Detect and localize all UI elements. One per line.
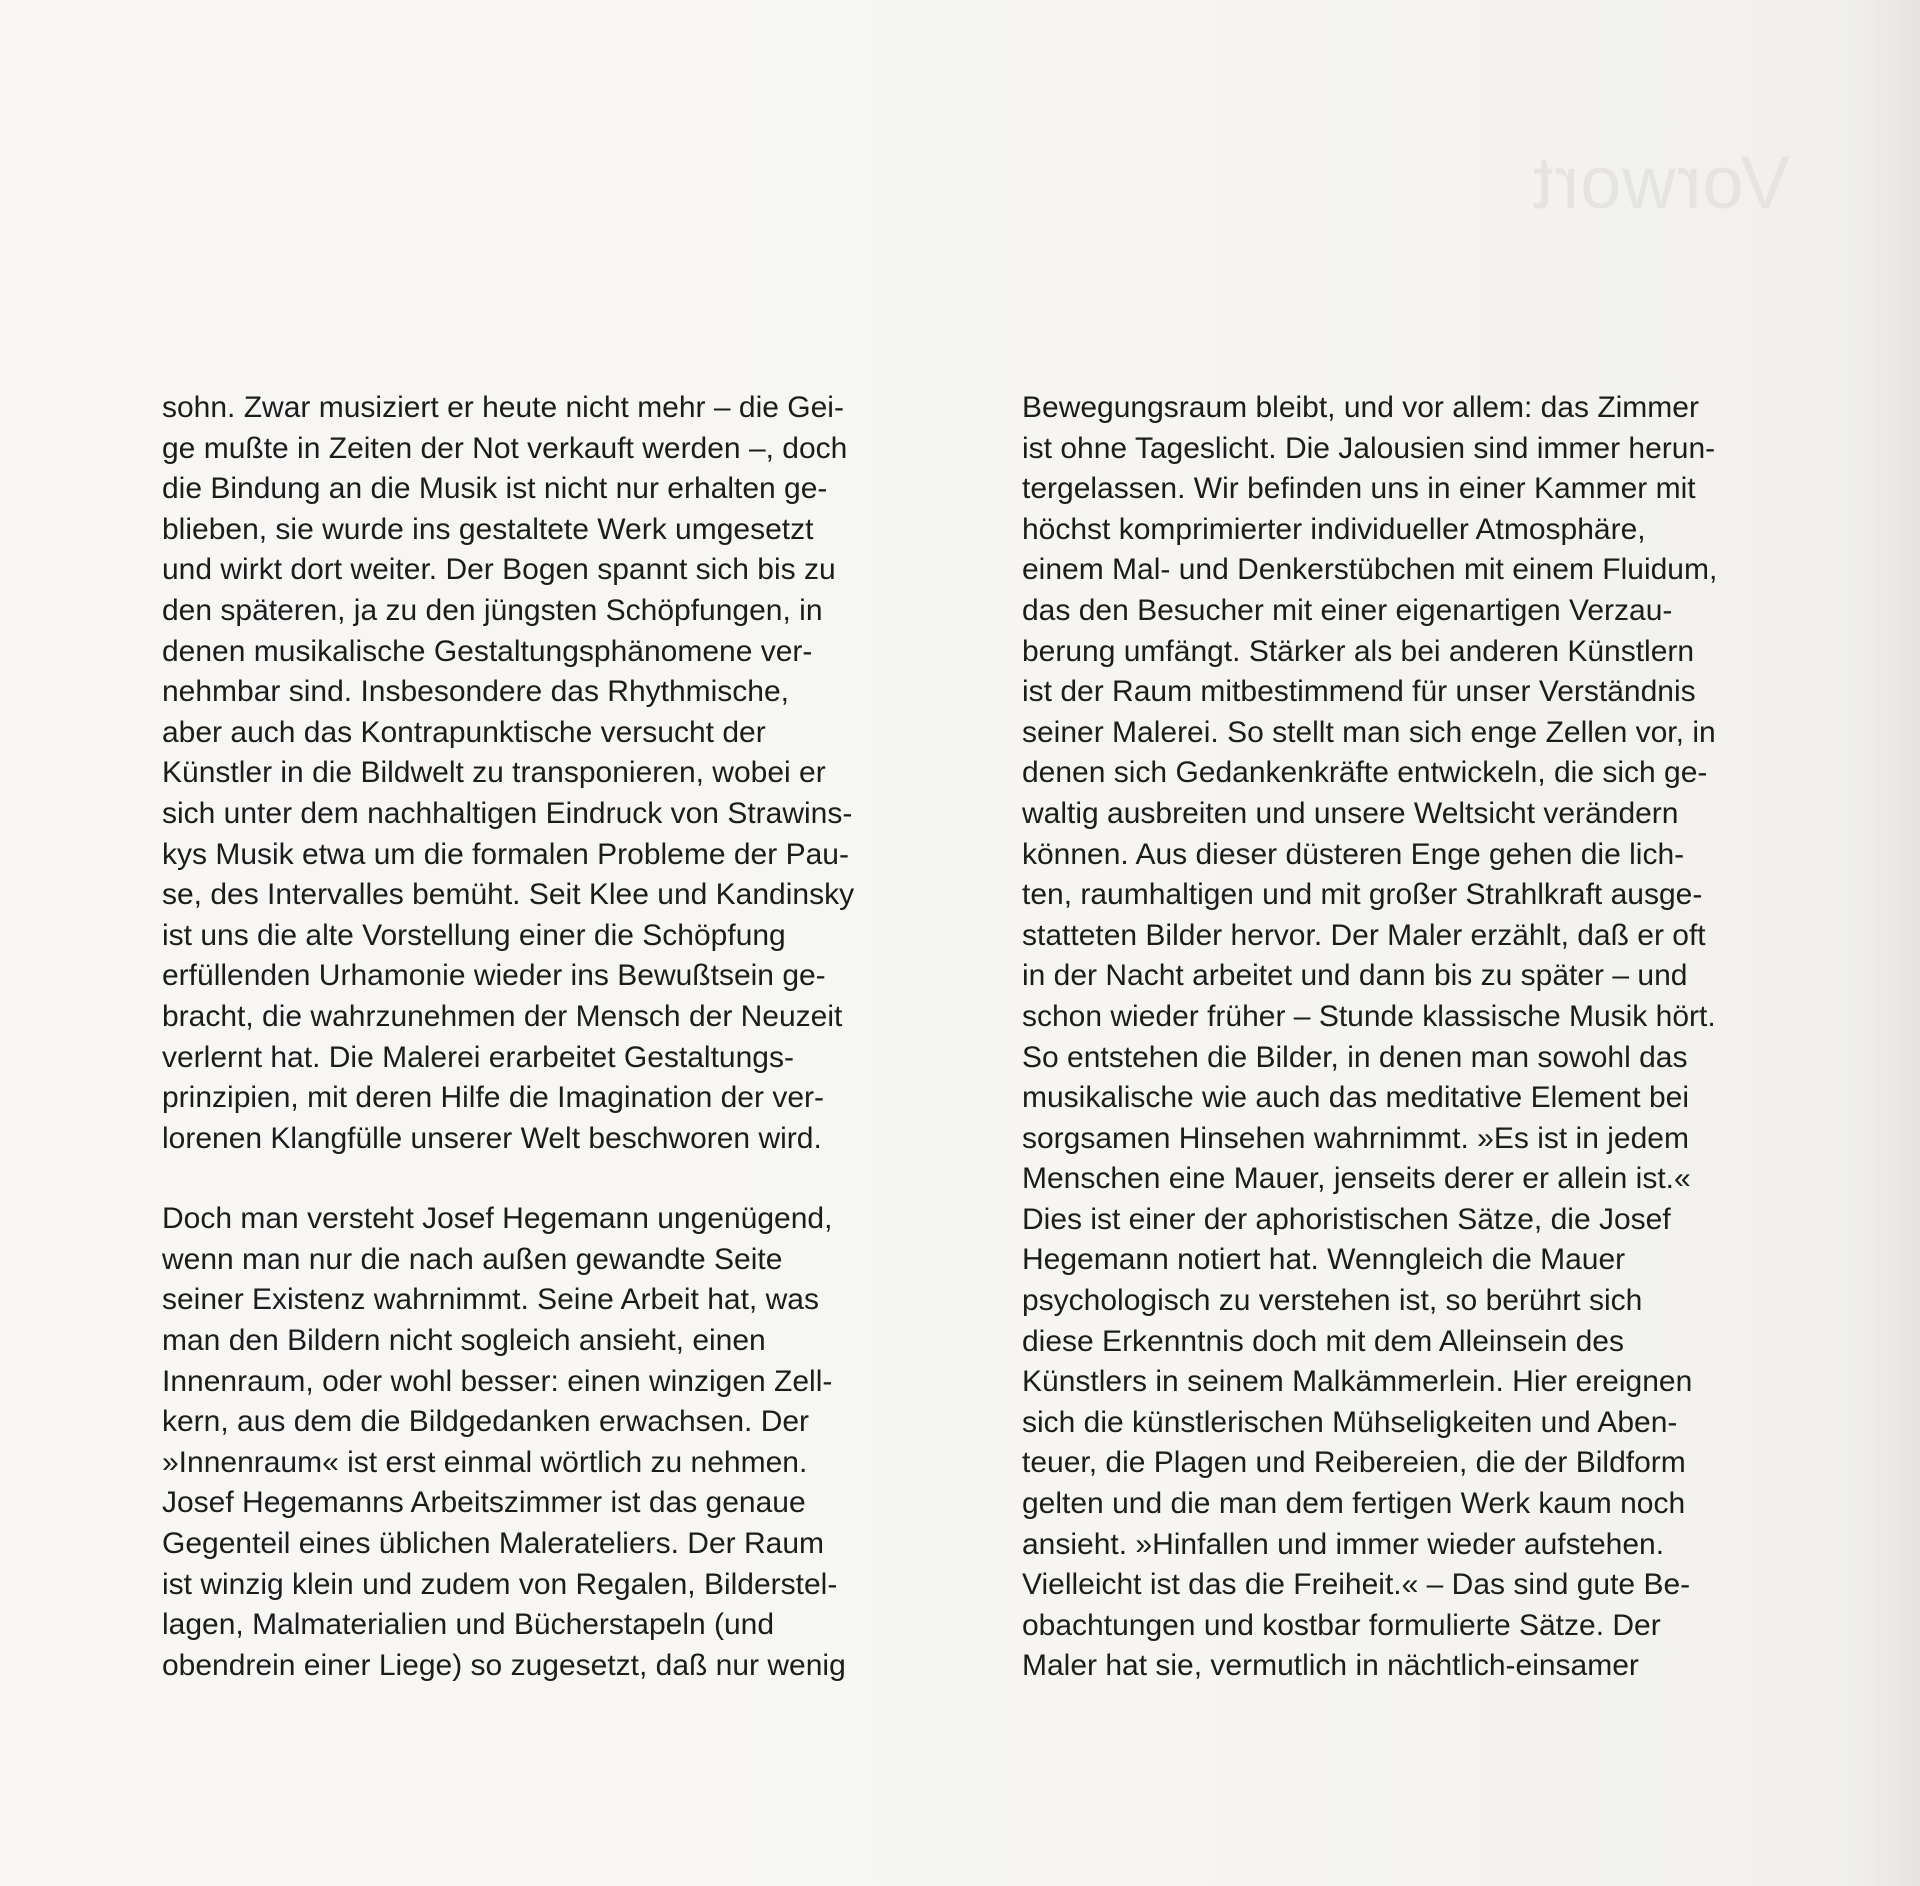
text-line: sich unter dem nachhaltigen Eindruck von Strawins- [162, 796, 853, 830]
text-line: musikalische wie auch das meditative Element bei [1022, 1081, 1689, 1115]
text-line: Künstler in die Bildwelt zu transponieren, wobei er [162, 756, 826, 790]
text-line: sich die künstlerischen Mühseligkeiten und Aben- [1022, 1405, 1678, 1439]
text-line: ten, raumhaltigen und mit großer Strahlkraft ausge- [1022, 878, 1703, 912]
text-line: So entstehen die Bilder, in denen man sowohl das [1022, 1040, 1688, 1074]
text-line: se, des Intervalles bemüht. Seit Klee und Kandinsky [162, 878, 855, 912]
text-line: den späteren, ja zu den jüngsten Schöpfungen, in [162, 593, 823, 627]
paragraph-1 [162, 388, 962, 1159]
text-line: tergelassen. Wir befinden uns in einer Kammer mit [1022, 472, 1696, 506]
text-line: das den Besucher mit einer eigenartigen Verzau- [1022, 593, 1673, 627]
text-line: Bewegungsraum bleibt, und vor allem: das Zimmer [1022, 391, 1699, 424]
text-line: ansieht. »Hinfallen und immer wieder aufstehen. [1022, 1527, 1665, 1561]
text-line: berung umfängt. Stärker als bei anderen Künstlern [1022, 634, 1695, 668]
text-line: obachtungen und kostbar formulierte Sätze. Der [1022, 1608, 1661, 1642]
text-line: ist der Raum mitbestimmend für unser Verständnis [1022, 675, 1696, 709]
text-line: Vielleicht ist das die Freiheit.« – Das sind gute Be- [1022, 1568, 1691, 1602]
right-text-column [1022, 388, 1822, 1687]
text-line: schon wieder früher – Stunde klassische Musik hört. [1022, 999, 1716, 1033]
text-line: denen sich Gedankenkräfte entwickeln, die sich ge- [1022, 756, 1708, 790]
text-line: Menschen eine Mauer, jenseits derer er allein ist.« [1022, 1162, 1691, 1196]
text-line: blieben, sie wurde ins gestaltete Werk umgesetzt [162, 512, 814, 546]
text-line: nehmbar sind. Insbesondere das Rhythmische, [162, 675, 790, 709]
text-line: kys Musik etwa um die formalen Probleme der Pau- [162, 837, 849, 871]
text-line: verlernt hat. Die Malerei erarbeitet Gestaltungs- [162, 1040, 794, 1074]
text-line: Innenraum, oder wohl besser: einen winzigen Zell- [162, 1364, 833, 1398]
text-line: statteten Bilder hervor. Der Maler erzählt, daß er oft [1022, 918, 1706, 952]
text-line: und wirkt dort weiter. Der Bogen spannt sich bis zu [162, 553, 836, 587]
text-line: ist winzig klein und zudem von Regalen, Bilderstel- [162, 1567, 838, 1601]
left-text-column [162, 388, 962, 1686]
text-line: gelten und die man dem fertigen Werk kaum noch [1022, 1487, 1686, 1521]
text-line: psychologisch zu verstehen ist, so berührt sich [1022, 1284, 1643, 1318]
text-line: die Bindung an die Musik ist nicht nur erhalten ge- [162, 472, 828, 506]
text-line: Doch man versteht Josef Hegemann ungenügend, [162, 1202, 833, 1236]
text-line: lorenen Klangfülle unserer Welt beschworen wird. [162, 1121, 822, 1155]
text-line: denen musikalische Gestaltungsphänomene ver- [162, 634, 813, 668]
text-line: ist uns die alte Vorstellung einer die Schöpfung [162, 918, 786, 952]
show-through-title: Vorwort [1532, 141, 1790, 224]
text-line: wenn man nur die nach außen gewandte Seite [162, 1242, 783, 1276]
text-line: einem Mal- und Denkerstübchen mit einem Fluidum, [1022, 553, 1718, 587]
text-line: kern, aus dem die Bildgedanken erwachsen. Der [162, 1405, 810, 1439]
text-line: erfüllenden Urhamonie wieder ins Bewußtsein ge- [162, 959, 826, 993]
text-line: Gegenteil eines üblichen Malerateliers. Der Raum [162, 1527, 824, 1561]
text-line: seiner Existenz wahrnimmt. Seine Arbeit hat, was [162, 1283, 819, 1317]
paragraph-spacer [162, 1159, 962, 1199]
text-line: aber auch das Kontrapunktische versucht der [162, 715, 766, 749]
text-line: in der Nacht arbeitet und dann bis zu später – und [1022, 959, 1688, 993]
text-line: sohn. Zwar musiziert er heute nicht mehr – die Gei- [162, 391, 844, 424]
text-line: seiner Malerei. So stellt man sich enge Zellen vor, in [1022, 715, 1716, 749]
text-line: Josef Hegemanns Arbeitszimmer ist das genaue [162, 1486, 806, 1520]
text-line: man den Bildern nicht sogleich ansieht, einen [162, 1324, 766, 1358]
text-line: ist ohne Tageslicht. Die Jalousien sind immer herun- [1022, 431, 1716, 465]
text-line: diese Erkenntnis doch mit dem Alleinsein des [1022, 1324, 1624, 1358]
text-line: bracht, die wahrzunehmen der Mensch der Neuzeit [162, 999, 843, 1033]
text-line: Hegemann notiert hat. Wenngleich die Mauer [1022, 1243, 1626, 1277]
text-line: Künstlers in seinem Malkämmerlein. Hier ereignen [1022, 1365, 1693, 1399]
text-line: sorgsamen Hinsehen wahrnimmt. »Es ist in jedem [1022, 1121, 1689, 1155]
text-line: ge mußte in Zeiten der Not verkauft werden –, doch [162, 431, 848, 465]
text-line: prinzipien, mit deren Hilfe die Imagination der ver- [162, 1081, 824, 1115]
text-line: Dies ist einer der aphoristischen Sätze, die Josef [1022, 1202, 1671, 1236]
paragraph-2 [162, 1199, 962, 1686]
text-line: »Innenraum« ist erst einmal wörtlich zu nehmen. [162, 1445, 808, 1479]
text-line: waltig ausbreiten und unsere Weltsicht verändern [1022, 796, 1679, 830]
text-line: Maler hat sie, vermutlich in nächtlich-einsamer [1022, 1649, 1639, 1683]
text-line: lagen, Malmaterialien und Bücherstapeln (und [162, 1608, 775, 1642]
text-line: höchst komprimierter individueller Atmosphäre, [1022, 512, 1646, 546]
text-line: teuer, die Plagen und Reibereien, die der Bildform [1022, 1446, 1686, 1480]
text-line: obendrein einer Liege) so zugesetzt, daß nur wenig [162, 1648, 846, 1682]
text-line: können. Aus dieser düsteren Enge gehen die lich- [1022, 837, 1685, 871]
